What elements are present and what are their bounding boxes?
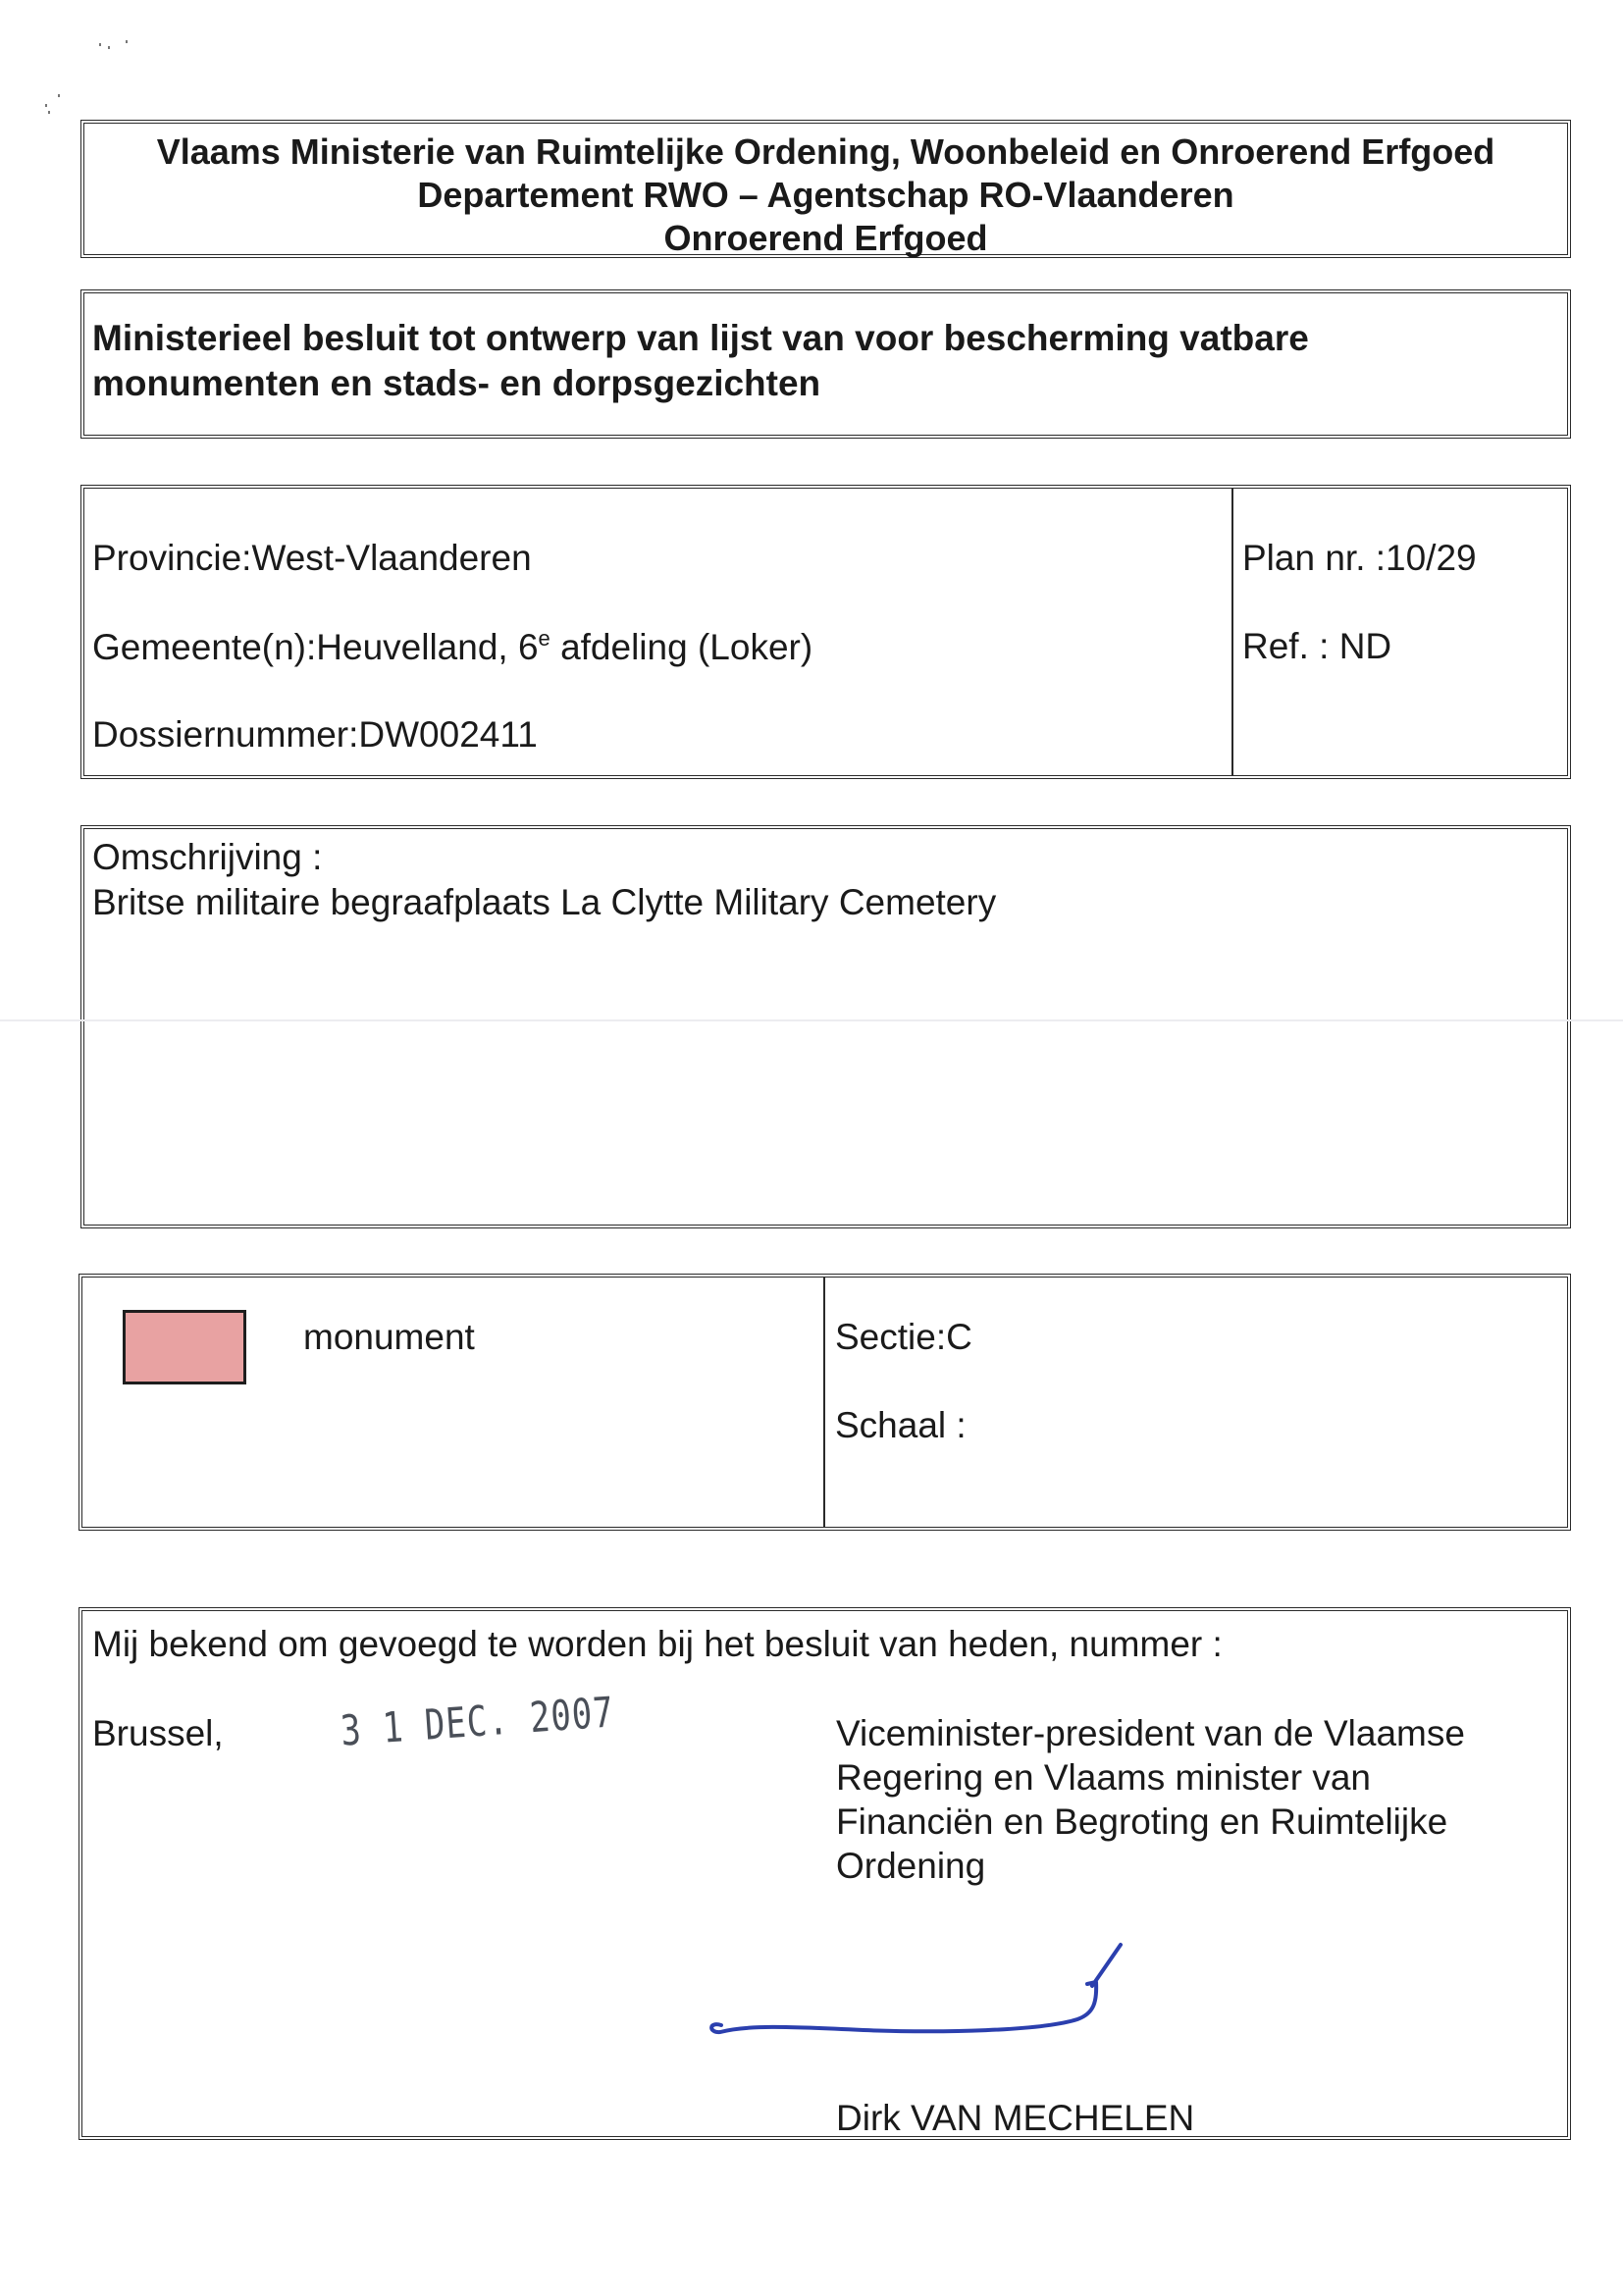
signatory-title-line-4: Ordening [836,1846,986,1886]
description-text: Britse militaire begraafplaats La Clytte Military Cemetery [92,882,997,922]
dossier-number: DW002411 [358,714,538,755]
provincie-value: West-Vlaanderen [251,538,532,578]
ref-value: ND [1338,626,1392,666]
ministry-name: Vlaams Ministerie van Ruimtelijke Ordening, Woonbeleid en Onroerend Erfgoed [156,131,1495,172]
signatory-name: Dirk VAN MECHELEN [836,2098,1195,2138]
ref-label: Ref. : [1242,626,1339,666]
signatory-title-line-3: Financiën en Begroting en Ruimtelijke [836,1801,1448,1842]
schaal-label: Schaal : [835,1405,967,1445]
approval-statement: Mij bekend om gevoegd te worden bij het besluit van heden, nummer : [92,1624,1223,1664]
division-name: Onroerend Erfgoed [663,218,988,258]
signatory-title-line-2: Regering en Vlaams minister van [836,1757,1371,1798]
dossier-label: Dossiernummer: [92,714,359,755]
plan-label: Plan nr. : [1242,538,1387,578]
signatory-title-line-1: Viceminister-president van de Vlaamse [836,1713,1465,1753]
plan-number: 10/29 [1386,538,1477,578]
gemeente-value-rest: afdeling (Loker) [550,627,813,667]
sectie-label: Sectie: [835,1317,947,1357]
decree-title-line-1: Ministerieel besluit tot ontwerp van lijst van voor bescherming vatbare [92,318,1309,358]
provincie-label: Provincie: [92,538,252,578]
decree-title-line-2: monumenten en stads- en dorpsgezichten [92,363,821,403]
gemeente-value: Heuvelland, 6 [316,627,539,667]
gemeente-label: Gemeente(n): [92,627,317,667]
department-name: Departement RWO – Agentschap RO-Vlaanderen [417,175,1234,215]
sectie-value: C [946,1317,972,1357]
date-stamp: 3 1 DEC. 2007 [339,1688,616,1756]
description-label: Omschrijving : [92,837,323,877]
legend-label-monument: monument [303,1317,475,1357]
signing-place: Brussel, [92,1713,224,1753]
ordinal-superscript: e [538,626,550,651]
signature-stroke [711,1945,1121,2032]
